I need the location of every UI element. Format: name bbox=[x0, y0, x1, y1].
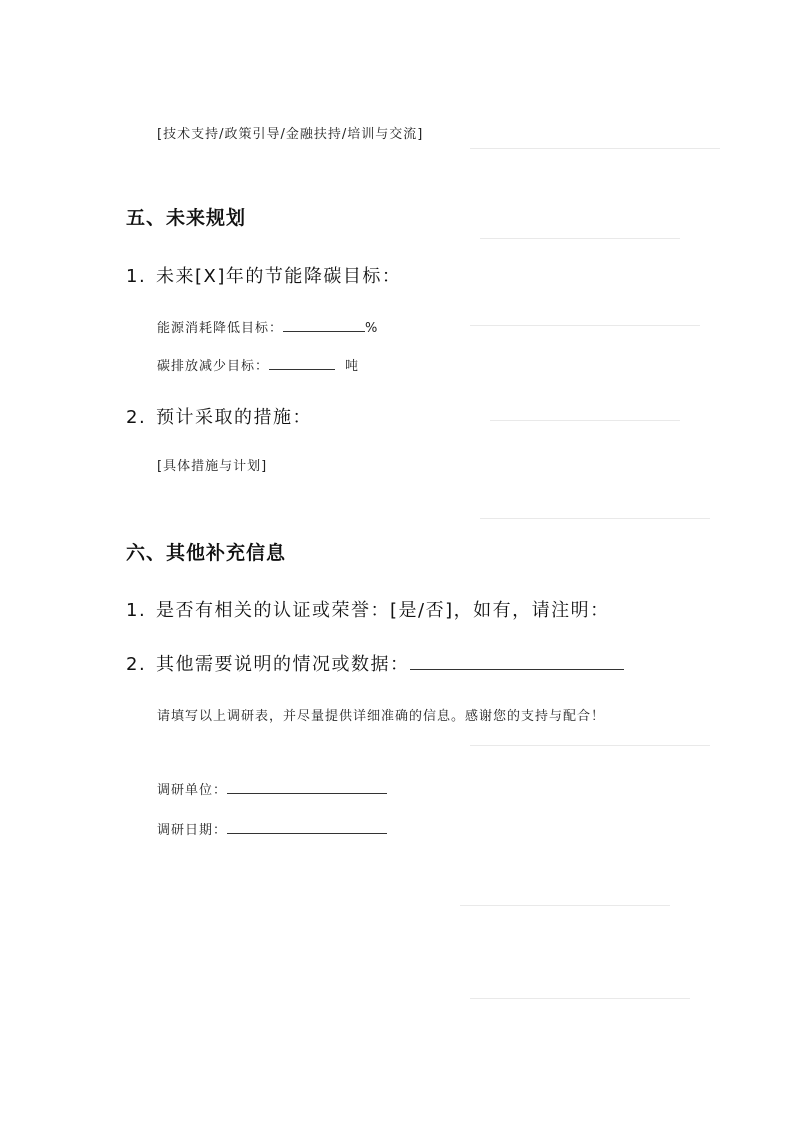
item-number: 2. bbox=[126, 407, 147, 428]
survey-date-row bbox=[157, 819, 387, 838]
section-6-title: 六、其他补充信息 bbox=[126, 542, 287, 564]
energy-target-unit: % bbox=[365, 321, 379, 336]
other-info-field[interactable] bbox=[410, 653, 624, 670]
section-5-title: 五、未来规划 bbox=[126, 207, 247, 229]
carbon-target-field[interactable] bbox=[269, 355, 335, 370]
item-number: 2. bbox=[126, 654, 147, 675]
section-6-item-1 bbox=[126, 596, 610, 622]
survey-unit-label: 调研单位： bbox=[157, 783, 228, 798]
survey-date-label: 调研日期： bbox=[157, 823, 228, 838]
support-options-text: [技术支持/政策引导/金融扶持/培训与交流] bbox=[157, 127, 424, 142]
carbon-target-row bbox=[157, 355, 359, 374]
section-5-item-2 bbox=[126, 403, 312, 429]
item-number: 1. bbox=[126, 600, 147, 621]
item-text: 其他需要说明的情况或数据： bbox=[156, 654, 410, 675]
survey-unit-row bbox=[157, 779, 387, 798]
section-6-item-2 bbox=[126, 650, 624, 676]
item-number: 1. bbox=[126, 266, 147, 287]
energy-target-row bbox=[157, 317, 378, 336]
survey-unit-field[interactable] bbox=[227, 779, 387, 794]
measures-text: [具体措施与计划] bbox=[157, 459, 268, 474]
closing-note: 请填写以上调研表，并尽量提供详细准确的信息。感谢您的支持与配合！ bbox=[157, 709, 606, 724]
survey-date-field[interactable] bbox=[227, 819, 387, 834]
item-text: 预计采取的措施： bbox=[156, 407, 312, 428]
carbon-target-unit: 吨 bbox=[345, 359, 360, 374]
energy-target-field[interactable] bbox=[283, 317, 365, 332]
energy-target-label: 能源消耗降低目标： bbox=[157, 321, 284, 336]
item-text: 是否有相关的认证或荣誉：[是/否]，如有，请注明： bbox=[156, 600, 610, 621]
item-text: 未来[X]年的节能降碳目标： bbox=[156, 266, 402, 287]
section-5-item-1 bbox=[126, 262, 401, 288]
carbon-target-label: 碳排放减少目标： bbox=[157, 359, 270, 374]
